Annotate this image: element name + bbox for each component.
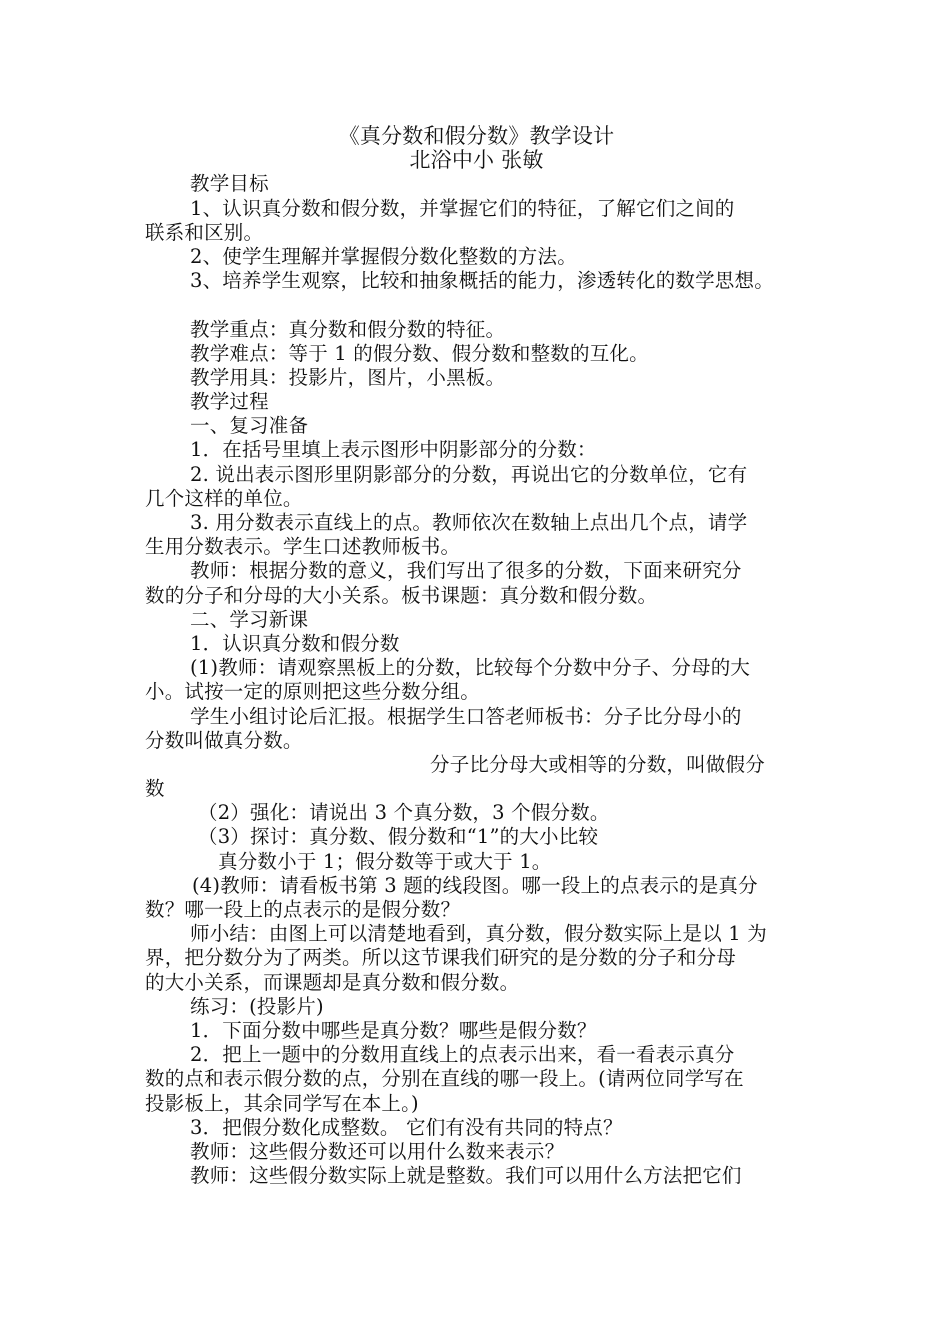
paragraph-line: 教师：这些假分数实际上就是整数。我们可以用什么方法把它们 — [190, 1164, 742, 1188]
paragraph-line: 界，把分数分为了两类。所以这节课我们研究的是分数的分子和分母 — [145, 946, 737, 970]
paragraph-line: 学生小组讨论后汇报。根据学生口答老师板书：分子比分母小的 — [190, 704, 742, 728]
paragraph-line: 1．认识真分数和假分数 — [190, 631, 400, 655]
paragraph-line: （3）探讨：真分数、假分数和“1”的大小比较 — [198, 825, 599, 849]
paragraph-line: 几个这样的单位。 — [145, 486, 303, 510]
document-body — [145, 124, 808, 1188]
paragraph-line: (1)教师：请观察黑板上的分数，比较每个分数中分子、分母的大 — [190, 656, 751, 680]
paragraph-line: 2、使学生理解并掌握假分数化整数的方法。 — [190, 244, 577, 268]
paragraph-line: （2）强化：请说出 3 个真分数，3 个假分数。 — [198, 801, 610, 825]
paragraph-line: 教学用具：投影片，图片，小黑板。 — [190, 365, 506, 389]
paragraph-line: 教学难点：等于 1 的假分数、假分数和整数的互化。 — [190, 341, 649, 365]
paragraph-line: 数 — [145, 777, 165, 801]
paragraph-line: 数的点和表示假分数的点，分别在直线的哪一段上。(请两位同学写在 — [145, 1067, 744, 1091]
paragraph-line: 联系和区别。 — [145, 220, 264, 244]
blank-line — [145, 293, 808, 317]
paragraph-line: 3. 用分数表示直线上的点。教师依次在数轴上点出几个点，请学 — [190, 511, 748, 534]
paragraph-line: 1．在括号里填上表示图形中阴影部分的分数： — [190, 438, 597, 462]
paragraph-line: 2．把上一题中的分数用直线上的点表示出来，看一看表示真分 — [190, 1043, 735, 1067]
section-heading-new-lesson: 二、学习新课 — [190, 607, 309, 631]
heading-practice: 练习：(投影片) — [190, 994, 324, 1018]
paragraph-line: 教师：根据分数的意义，我们写出了很多的分数，下面来研究分 — [190, 559, 742, 583]
paragraph-line: 的大小关系，而课题却是真分数和假分数。 — [145, 970, 520, 994]
paragraph-line: 分数叫做真分数。 — [145, 728, 303, 752]
paragraph-line: 数的分子和分母的大小关系。板书课题：真分数和假分数。 — [145, 583, 658, 607]
paragraph-line: 3、培养学生观察，比较和抽象概括的能力，渗透转化的数学思想。 — [190, 269, 774, 293]
paragraph-line: 1、认识真分数和假分数，并掌握它们的特征，了解它们之间的 — [190, 196, 735, 220]
paragraph-line: 真分数小于 1；假分数等于或大于 1。 — [218, 849, 552, 873]
heading-process: 教学过程 — [190, 390, 269, 414]
paragraph-line: 小。试按一定的原则把这些分数分组。 — [145, 680, 480, 704]
paragraph-line: 教师：这些假分数还可以用什么数来表示？ — [190, 1139, 565, 1163]
section-heading-review: 一、复习准备 — [190, 414, 309, 438]
paragraph-line: 生用分数表示。学生口述教师板书。 — [145, 535, 461, 559]
paragraph-line: 师小结：由图上可以清楚地看到，真分数，假分数实际上是以 1 为 — [190, 922, 768, 946]
paragraph-line: 教学重点：真分数和假分数的特征。 — [190, 317, 506, 341]
paragraph-line: 2. 说出表示图形里阴影部分的分数，再说出它的分数单位，它有 — [190, 462, 748, 486]
heading-objectives: 教学目标 — [190, 172, 269, 196]
document-author: 北浴中小 张敏 — [409, 148, 544, 173]
paragraph-line: 3．把假分数化成整数。 它们有没有共同的特点？ — [190, 1115, 623, 1139]
paragraph-line: 分子比分母大或相等的分数，叫做假分 — [430, 752, 765, 776]
paragraph-line: (4)教师：请看板书第 3 题的线段图。哪一段上的点表示的是真分 — [192, 873, 758, 897]
paragraph-line: 数？哪一段上的点表示的是假分数？ — [145, 898, 461, 921]
document-title: 《真分数和假分数》教学设计 — [338, 124, 615, 148]
paragraph-line: 投影板上，其余同学写在本上。) — [145, 1091, 419, 1115]
paragraph-line: 1．下面分数中哪些是真分数？哪些是假分数？ — [190, 1018, 597, 1042]
